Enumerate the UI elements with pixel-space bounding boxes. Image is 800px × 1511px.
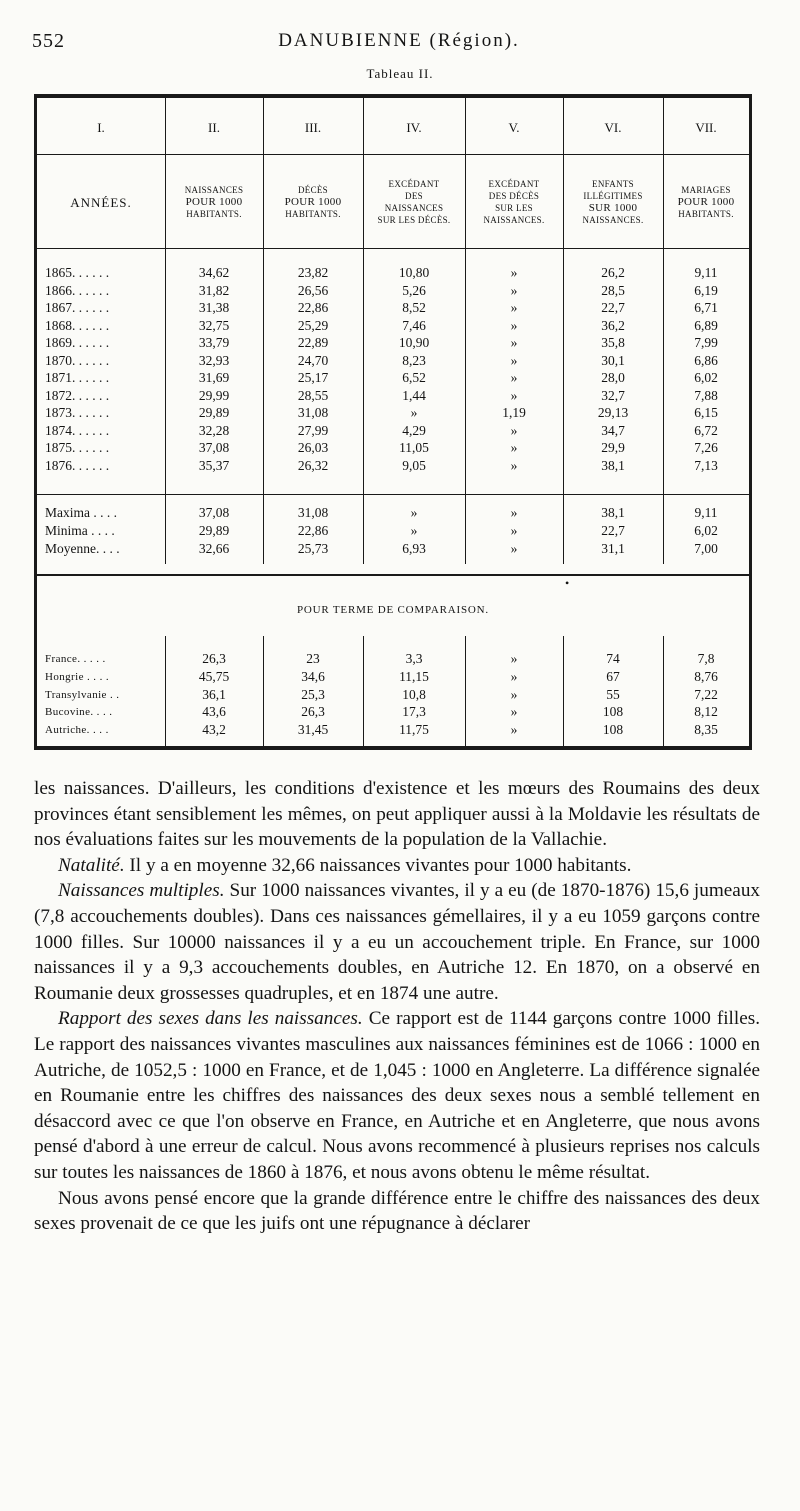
table-cell: 28,0 <box>601 370 625 385</box>
table-cell: 67 <box>606 668 620 684</box>
row-label: 1867. . . . . . <box>45 300 110 315</box>
table-cell: 108 <box>602 704 624 720</box>
table-cell: 31,45 <box>297 722 329 738</box>
table-cell: 43,6 <box>202 704 226 720</box>
table-cell: 31,38 <box>198 300 230 315</box>
table-cell: 6,02 <box>694 370 718 385</box>
row-label: 1869. . . . . . <box>45 335 110 350</box>
table-cell: 31,08 <box>297 505 329 520</box>
table-cell: 37,08 <box>198 440 230 455</box>
table-row <box>37 668 749 686</box>
table-cell: 74 <box>606 651 620 666</box>
section-rule <box>37 574 749 576</box>
table-cell: » <box>510 704 518 720</box>
table-cell: 25,17 <box>297 370 329 385</box>
table-row <box>37 686 749 704</box>
table-cell: » <box>510 457 518 473</box>
table-row <box>37 522 749 540</box>
row-label: Hongrie . . . . <box>45 670 110 683</box>
table-row <box>37 317 749 335</box>
table-row <box>37 439 749 457</box>
table-cell: 32,7 <box>601 387 625 403</box>
row-label: 1866. . . . . . <box>45 282 110 298</box>
colnum-7: VII. <box>695 120 717 135</box>
table-cell: 29,89 <box>198 405 230 420</box>
row-label: Maxima . . . . <box>45 505 117 520</box>
table-row <box>37 404 749 422</box>
row-label: 1872. . . . . . <box>45 387 110 403</box>
table-cell: 29,13 <box>597 405 629 420</box>
table-cell: » <box>510 422 518 438</box>
table-cell: 33,79 <box>198 335 230 350</box>
table-cell: 34,7 <box>601 422 625 438</box>
table-cell: 43,2 <box>202 722 226 738</box>
statistics-table <box>34 94 752 750</box>
table-cell: 45,75 <box>198 668 230 684</box>
colnum-1: I. <box>97 120 105 135</box>
row-label: France. . . . . <box>45 653 106 665</box>
paragraph-heading: Rapport des sexes dans les naissances. <box>58 1008 363 1030</box>
row-label: Autriche. . . . <box>45 724 109 737</box>
colnum-2: II. <box>208 120 220 135</box>
colnum-6: VI. <box>604 120 622 135</box>
table-cell: 3,3 <box>405 651 423 666</box>
table-cell: 27,99 <box>297 422 329 438</box>
header-rule <box>37 154 749 155</box>
paragraph-rapport-des-sexes: Rapport des sexes dans les naissances. Ce rapport est de 1144 garçons contre 1000 filles. Le rapport des naissances vivantes masculines aux naissances féminines est de 1066 : 1000 en Autriche, de 1052,5 : 1000 en France, et de 1,045 : 1000 en Angleterre. La différence signalée en Roumanie entre les chiffres des naissances des deux sexes nous a semblé tellement en désaccord avec ce que l'on observe en France, en Autriche et en Angleterre, que nous avons pensé d'abord à une erreur de calcul. Nous avons recommencé à plusieurs reprises nos calculs sur toutes les naissances de 1860 à 1876, et nous avons obtenu le même résultat. <box>34 1008 761 1183</box>
table-cell: 26,03 <box>297 440 329 455</box>
table-cell: 36,2 <box>601 317 625 333</box>
table-cell: » <box>510 317 518 333</box>
table-row <box>37 369 749 387</box>
table-cell: 9,05 <box>402 457 426 473</box>
header-excedant-naissances: EXCÉDANT DES NAISSANCES SUR LES DÉCÈS. <box>377 179 451 225</box>
table-cell: 32,28 <box>198 422 230 438</box>
table-cell: 9,11 <box>694 265 718 280</box>
row-label: 1870. . . . . . <box>45 352 110 368</box>
table-cell: » <box>410 505 418 520</box>
table-cell: 26,2 <box>601 265 625 280</box>
table-cell: 8,12 <box>694 704 718 720</box>
table-cell: » <box>510 335 518 350</box>
table-cell: 11,15 <box>399 668 429 684</box>
header-enfants: ENFANTS ILLÉGITIMES SUR 1000 NAISSANCES. <box>582 179 644 225</box>
table-cell: » <box>510 387 518 403</box>
table-cell: 7,22 <box>694 686 718 702</box>
table-cell: 1,19 <box>502 405 526 420</box>
comparison-title: POUR TERME DE COMPARAISON. <box>297 604 489 616</box>
table-cell: » <box>510 505 518 520</box>
table-cell: 6,93 <box>402 541 426 556</box>
table-cell: » <box>510 370 518 385</box>
table-cell: 26,3 <box>301 704 325 720</box>
table-row <box>37 352 749 370</box>
table-cell: » <box>510 668 518 684</box>
row-label: Bucovine. . . . <box>45 706 113 719</box>
table-cell: » <box>410 405 418 420</box>
table-cell: 24,70 <box>297 352 329 368</box>
table-row <box>37 650 749 668</box>
table-row <box>37 299 749 317</box>
colnum-3: III. <box>304 120 322 135</box>
table-cell: 7,13 <box>694 457 718 473</box>
header-annees: ANNÉES. <box>70 195 132 210</box>
running-title: DANUBIENNE (Région). <box>278 30 520 51</box>
table-row <box>37 703 749 721</box>
table-cell: 6,89 <box>694 317 718 333</box>
table-cell: 22,86 <box>297 300 329 315</box>
table-cell: 8,35 <box>694 722 718 738</box>
table-row <box>37 334 749 352</box>
table-cell: 6,52 <box>402 370 426 385</box>
table-cell: 7,26 <box>694 440 718 455</box>
row-label: 1873. . . . . . <box>45 405 110 420</box>
section-rule <box>37 494 749 495</box>
table-cell: 7,8 <box>697 651 715 666</box>
table-cell: 22,7 <box>601 523 625 538</box>
paragraph: les naissances. D'ailleurs, les conditions d'existence et les mœurs des Roumains des deux provinces étant sensiblement les mêmes, on peut appliquer aussi à la Moldavie les résultats de nos évaluations faites sur les mouvements de la population de la Vallachie. <box>34 778 760 851</box>
table-cell: 7,99 <box>694 335 718 350</box>
table-cell: 28,5 <box>601 282 625 298</box>
paragraph-naissances-multiples: Naissances multiples. Sur 1000 naissances vivantes, il y a eu (de 1870-1876) 15,6 jumeaux (7,8 accouchements doubles). Dans ces naissances gémellaires, il y a eu 1059 garçons contre 1000 filles. Sur 10000 naissances il y a eu un accouchement triple. En France, sur 1000 naissances il y a 9,3 accouchements doubles, en Autriche 12. En 1870, on a observé en Roumanie deux grossesses quadruples, et en 1874 une autre. <box>34 880 761 1004</box>
table-cell: 37,08 <box>198 505 230 520</box>
table-cell: 7,46 <box>402 317 426 333</box>
table-cell: 6,72 <box>694 422 718 438</box>
table-cell: 6,02 <box>694 523 718 538</box>
table-cell: 6,86 <box>694 352 718 368</box>
colnum-4: IV. <box>406 120 422 135</box>
table-title: Tableau II. <box>366 66 434 81</box>
table-cell: 8,23 <box>402 352 426 368</box>
row-label: 1868. . . . . . <box>45 317 110 333</box>
table-cell: 11,05 <box>399 440 429 455</box>
table-cell: 30,1 <box>601 352 625 368</box>
table-cell: » <box>510 541 518 556</box>
table-cell: 11,75 <box>399 722 429 738</box>
table-row <box>37 282 749 300</box>
page-header <box>30 30 768 58</box>
header-excedant-deces: EXCÉDANT DES DÉCÈS SUR LES NAISSANCES. <box>483 179 545 225</box>
table-row <box>37 387 749 405</box>
table-row <box>37 422 749 440</box>
stray-mark: • <box>565 576 570 590</box>
paragraph-heading: Natalité. <box>58 854 125 876</box>
table-cell: 22,86 <box>297 523 329 538</box>
table-cell: 6,19 <box>694 282 718 298</box>
paragraph-natalite: Natalité. Il y a en moyenne 32,66 naissances vivantes pour 1000 habitants. <box>58 854 632 876</box>
table-cell: » <box>510 440 518 455</box>
table-cell: » <box>510 722 518 738</box>
table-cell: 31,08 <box>297 405 329 420</box>
colnum-5: V. <box>508 120 520 135</box>
table-cell: 1,44 <box>402 387 426 403</box>
table-cell: 31,82 <box>198 282 230 298</box>
table-cell: » <box>510 686 518 702</box>
table-cell: 17,3 <box>402 704 426 720</box>
table-row <box>37 504 749 522</box>
table-cell: » <box>510 651 518 666</box>
table-cell: » <box>510 265 518 280</box>
row-label: Minima . . . . <box>45 523 115 538</box>
table-cell: 4,29 <box>402 422 426 438</box>
table-cell: 10,90 <box>398 335 430 350</box>
table-cell: 5,26 <box>402 282 426 298</box>
row-label: 1875. . . . . . <box>45 440 110 455</box>
header-deces: DÉCÈS POUR 1000 HABITANTS. <box>284 185 342 219</box>
table-cell: 8,76 <box>694 668 718 684</box>
body-text <box>34 776 760 1237</box>
table-cell: 8,52 <box>402 300 426 315</box>
table-cell: 29,89 <box>198 523 230 538</box>
table-cell: 36,1 <box>202 686 226 702</box>
paragraph-heading: Naissances multiples. <box>58 880 225 902</box>
header-rule <box>37 248 749 249</box>
table-cell: » <box>510 523 518 538</box>
table-cell: 26,3 <box>202 651 226 666</box>
table-cell: 22,7 <box>601 300 625 315</box>
row-label: 1871. . . . . . <box>45 370 110 385</box>
table-cell: 25,73 <box>297 541 329 556</box>
table-row <box>37 540 749 558</box>
row-label: Transylvanie . . <box>45 688 120 701</box>
table-cell: 32,93 <box>198 352 230 368</box>
row-label: Moyenne. . . . <box>45 541 120 556</box>
table-cell: 32,75 <box>198 317 230 333</box>
table-cell: » <box>510 300 518 315</box>
table-cell: 28,55 <box>297 387 329 403</box>
table-cell: » <box>510 282 518 298</box>
table-cell: 29,9 <box>601 440 625 455</box>
table-cell: » <box>510 352 518 368</box>
table-cell: 22,89 <box>297 335 329 350</box>
header-naissances: NAISSANCES POUR 1000 HABITANTS. <box>184 185 244 219</box>
table-cell: 26,56 <box>297 282 329 298</box>
table-cell: 32,66 <box>198 541 230 556</box>
table-cell: 7,00 <box>694 541 718 556</box>
paragraph: Nous avons pensé encore que la grande différence entre le chiffre des naissances des deux sexes provenait de ce que les juifs ont une répugnance à déclarer <box>34 1187 760 1235</box>
row-label: 1874. . . . . . <box>45 422 110 438</box>
page-number: 552 <box>32 30 65 52</box>
table-cell: 31,69 <box>198 370 230 385</box>
table-cell: 35,37 <box>198 457 230 473</box>
row-label: 1876. . . . . . <box>45 457 110 473</box>
table-cell: 26,32 <box>297 457 329 473</box>
table-cell: 55 <box>606 686 620 702</box>
table-cell: 35,8 <box>601 335 625 350</box>
table-cell: 9,11 <box>694 505 718 520</box>
table-cell: 34,6 <box>301 668 325 684</box>
table-cell: 108 <box>602 722 624 738</box>
table-cell: 10,8 <box>402 686 426 702</box>
table-cell: » <box>410 523 418 538</box>
table-cell: 29,99 <box>198 387 230 403</box>
table-row <box>37 721 749 739</box>
table-cell: 23,82 <box>297 265 329 280</box>
table-cell: 25,3 <box>301 686 325 702</box>
table-cell: 25,29 <box>297 317 329 333</box>
table-cell: 38,1 <box>601 505 625 520</box>
table-cell: 31,1 <box>601 541 625 556</box>
table-cell: 23 <box>306 651 320 666</box>
header-mariages: MARIAGES POUR 1000 HABITANTS. <box>677 185 735 219</box>
table-cell: 6,71 <box>694 300 718 315</box>
row-label: 1865. . . . . . <box>45 265 110 280</box>
table-cell: 34,62 <box>198 265 230 280</box>
table-cell: 38,1 <box>601 457 625 473</box>
table-cell: 6,15 <box>694 405 718 420</box>
table-cell: 10,80 <box>398 265 430 280</box>
table-row <box>37 457 749 475</box>
table-row <box>37 264 749 282</box>
table-cell: 7,88 <box>694 387 718 403</box>
